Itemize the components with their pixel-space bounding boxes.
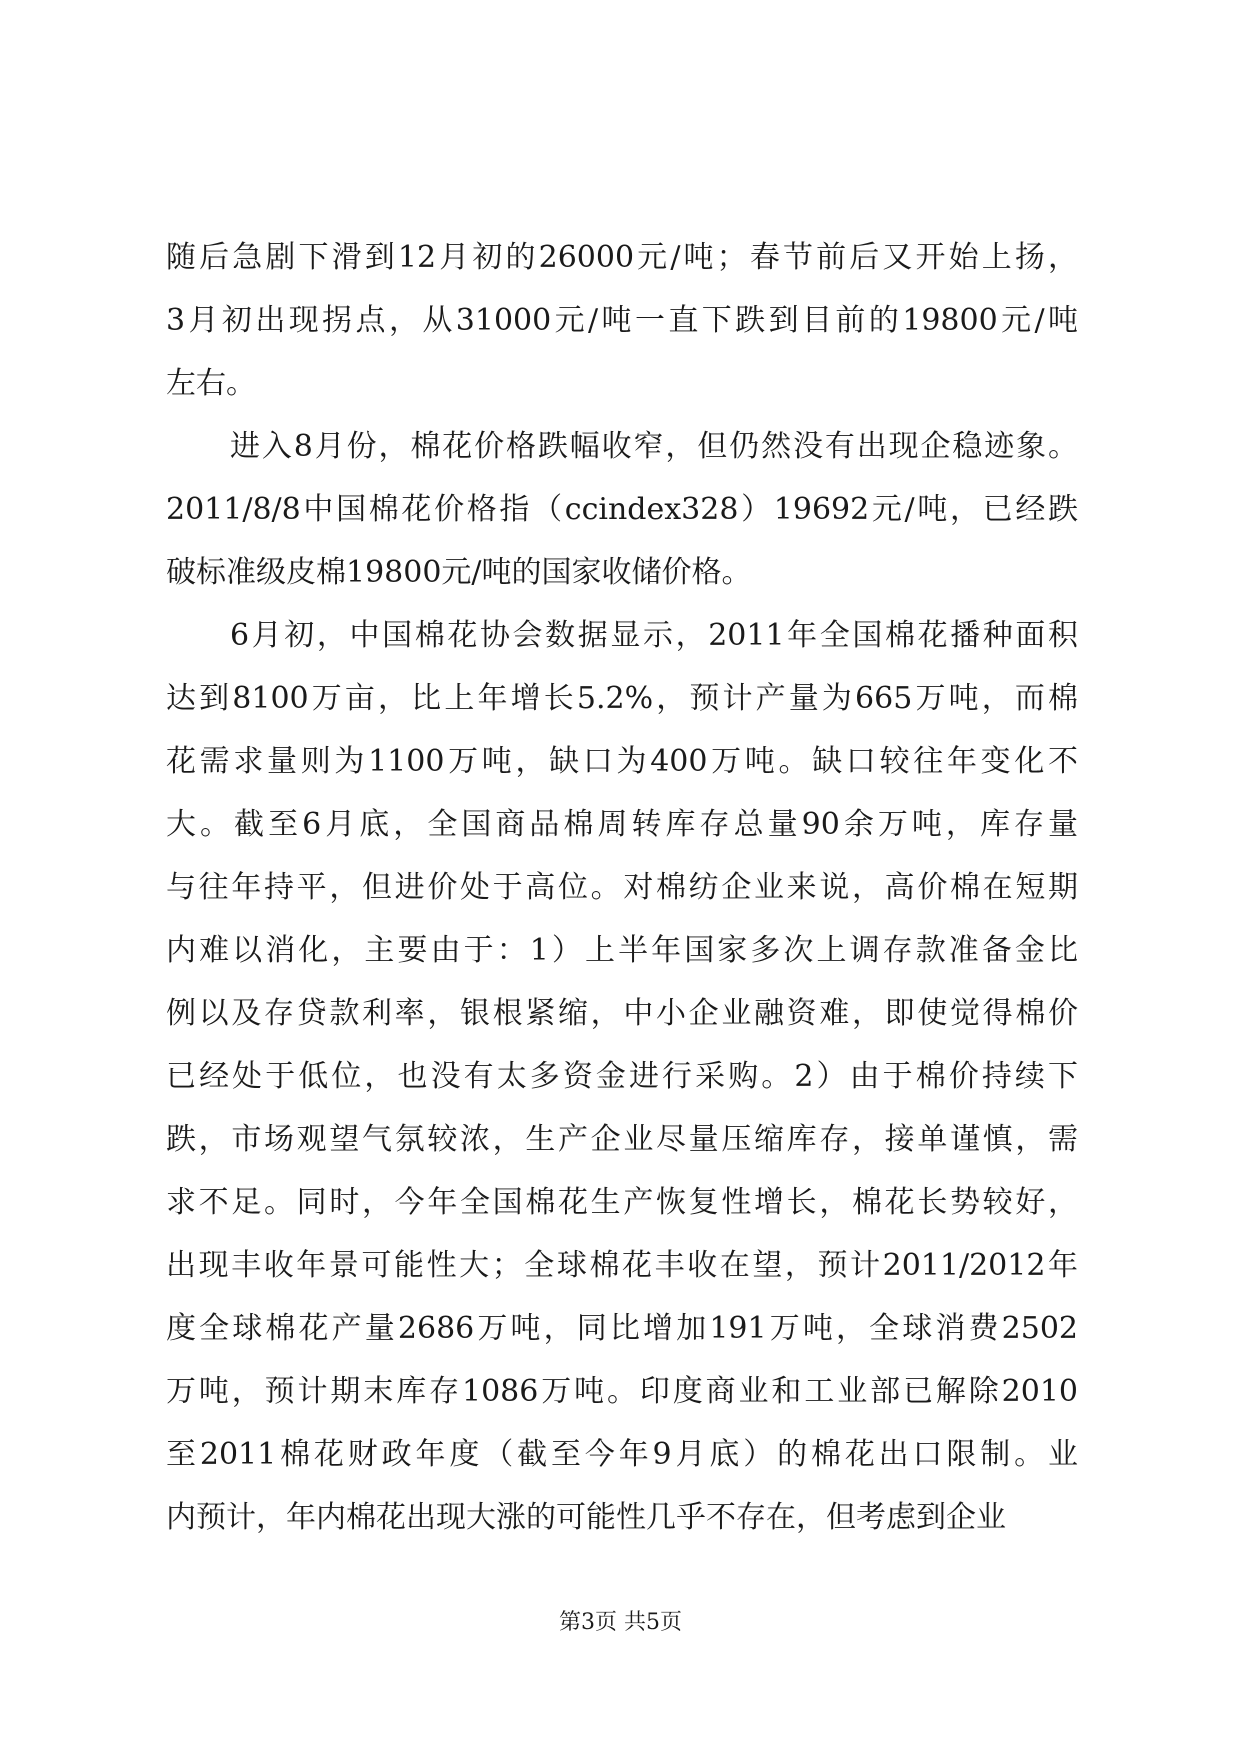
text-line: 度全球棉花产量2686万吨，同比增加191万吨，全球消费2502	[166, 1311, 1078, 1346]
text-line: 左右。	[166, 366, 256, 401]
text-line: 内难以消化，主要由于：1）上半年国家多次上调存款准备金比	[166, 933, 1078, 968]
text-line: 万吨，预计期末库存1086万吨。印度商业和工业部已解除2010	[166, 1374, 1078, 1409]
text-line: 与往年持平，但进价处于高位。对棉纺企业来说，高价棉在短期	[166, 870, 1078, 905]
text-line: 出现丰收年景可能性大；全球棉花丰收在望，预计2011/2012年	[166, 1248, 1078, 1283]
text-line: 随后急剧下滑到12月初的26000元/吨；春节前后又开始上扬，	[166, 240, 1078, 275]
page-number-footer: 第3页 共5页	[559, 1610, 682, 1635]
text-line: 进入8月份，棉花价格跌幅收窄，但仍然没有出现企稳迹象。	[230, 429, 1078, 464]
text-line: 例以及存贷款利率，银根紧缩，中小企业融资难，即使觉得棉价	[166, 996, 1078, 1031]
text-line: 6月初，中国棉花协会数据显示，2011年全国棉花播种面积	[230, 618, 1078, 653]
document-body	[166, 226, 1078, 1549]
text-line: 3月初出现拐点，从31000元/吨一直下跌到目前的19800元/吨	[166, 303, 1078, 338]
paragraph-3	[166, 604, 1078, 1549]
paragraph-2	[166, 415, 1078, 604]
text-line: 跌，市场观望气氛较浓，生产企业尽量压缩库存，接单谨慎，需	[166, 1122, 1078, 1157]
text-line: 至2011棉花财政年度（截至今年9月底）的棉花出口限制。业	[166, 1437, 1078, 1472]
text-line: 达到8100万亩，比上年增长5.2%，预计产量为665万吨，而棉	[166, 681, 1078, 716]
paragraph-1	[166, 226, 1078, 415]
text-line: 2011/8/8中国棉花价格指（ccindex328）19692元/吨，已经跌	[166, 492, 1078, 527]
text-line: 破标准级皮棉19800元/吨的国家收储价格。	[166, 555, 752, 590]
text-line: 求不足。同时，今年全国棉花生产恢复性增长，棉花长势较好，	[166, 1185, 1078, 1220]
text-line: 内预计，年内棉花出现大涨的可能性几乎不存在，但考虑到企业	[166, 1500, 1006, 1535]
text-line: 大。截至6月底，全国商品棉周转库存总量90余万吨，库存量	[166, 807, 1078, 842]
text-line: 花需求量则为1100万吨，缺口为400万吨。缺口较往年变化不	[166, 744, 1078, 779]
text-line: 已经处于低位，也没有太多资金进行采购。2）由于棉价持续下	[166, 1059, 1078, 1094]
